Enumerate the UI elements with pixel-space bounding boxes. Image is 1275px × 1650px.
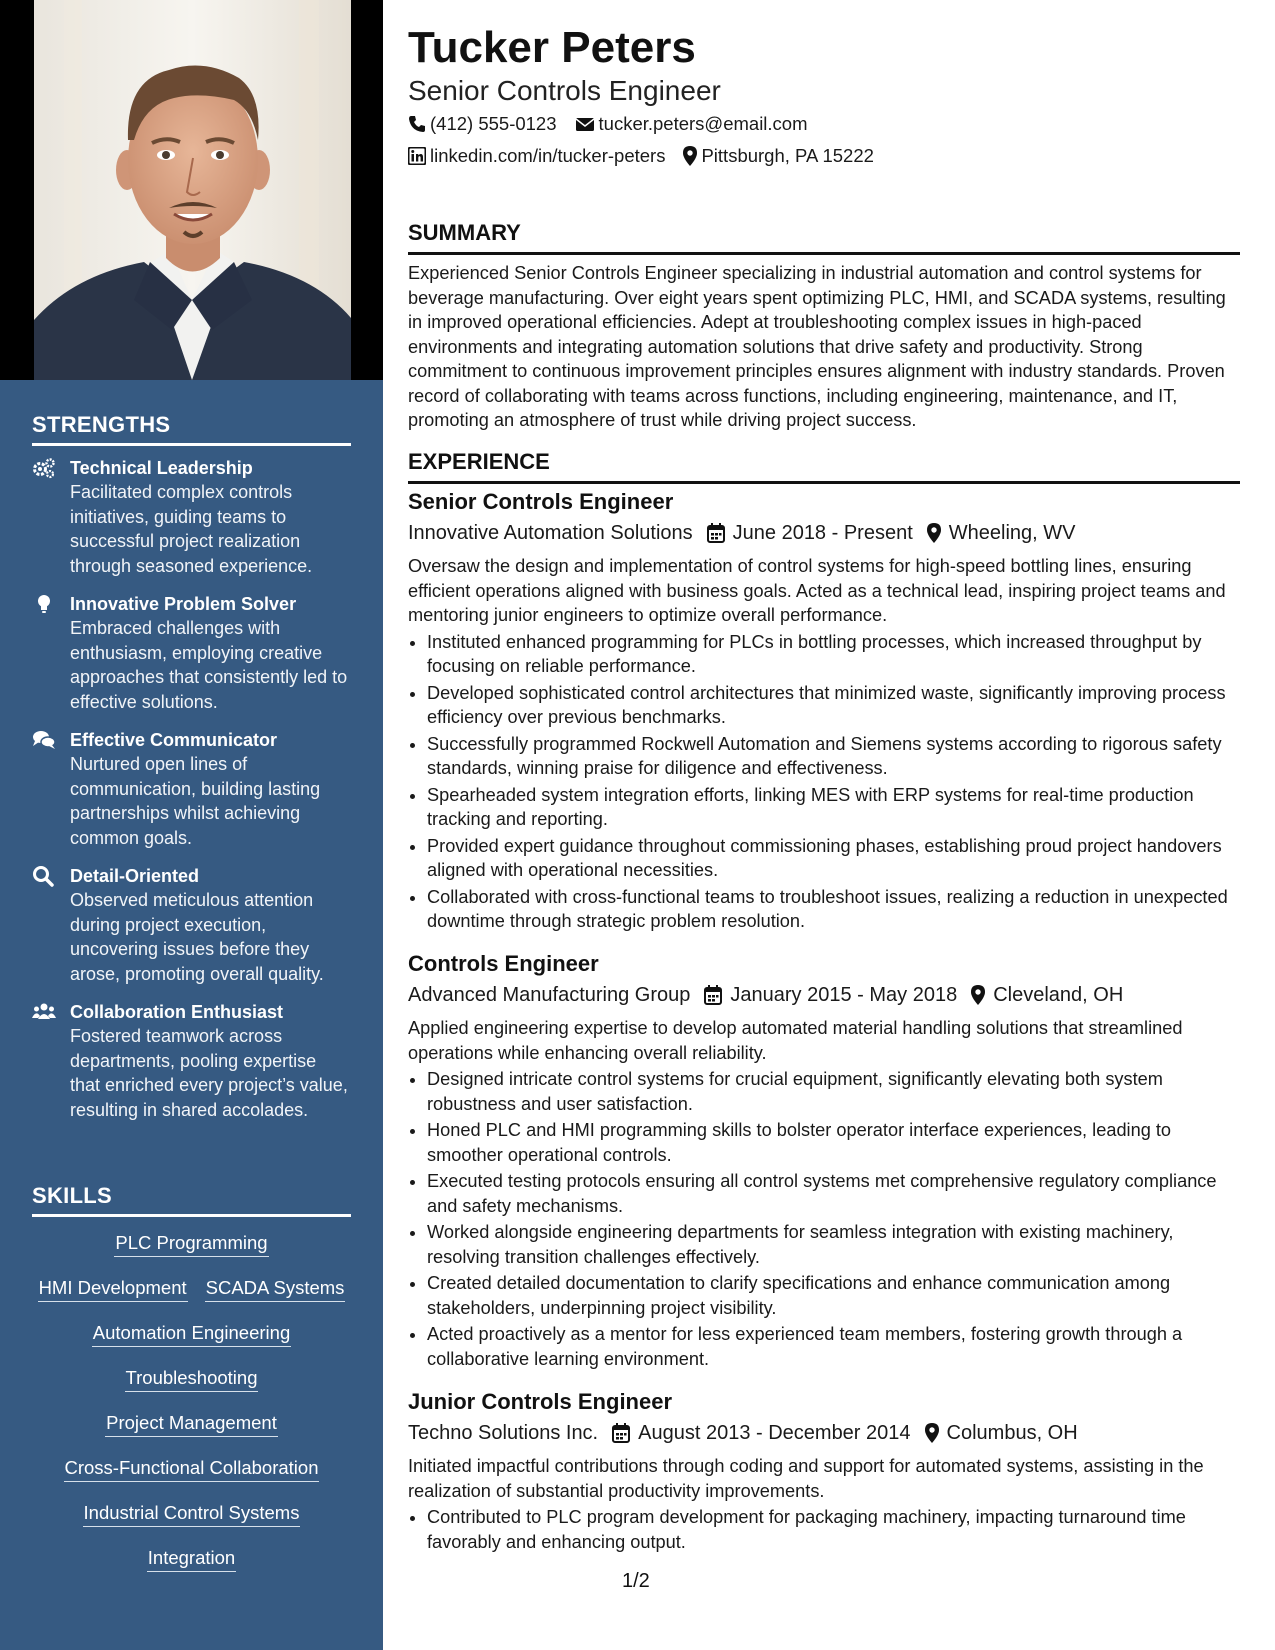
job-bullet: • Created detailed documentation to clarify specifications and enhance communication among stakeholders, underpinning project visibility. bbox=[427, 1271, 1240, 1320]
strength-item bbox=[32, 728, 351, 850]
job-role: Junior Controls Engineer bbox=[408, 1389, 673, 1414]
job-dates: June 2018 - Present bbox=[732, 522, 913, 544]
contact-line-2 bbox=[408, 145, 892, 167]
phone-contact[interactable] bbox=[408, 113, 557, 135]
photo-frame bbox=[0, 0, 383, 380]
skill-tag: HMI Development bbox=[38, 1276, 188, 1302]
email-contact[interactable] bbox=[575, 113, 808, 135]
linkedin-contact[interactable] bbox=[408, 145, 665, 167]
job-bullet: • Successfully programmed Rockwell Automation and Siemens systems according to rigorous safety standards, winning praise for diligence and effectiveness. bbox=[427, 732, 1240, 781]
sidebar bbox=[0, 0, 383, 1650]
job-bullet: • Worked alongside engineering departments for seamless integration with existing machinery, resolving transition challenges effectively. bbox=[427, 1220, 1240, 1269]
job-bullet: • Designed intricate control systems for crucial equipment, significantly elevating both system robustness and user satisfaction. bbox=[427, 1067, 1240, 1116]
job-entry bbox=[408, 950, 1240, 1371]
job-entry bbox=[408, 1388, 1240, 1554]
job-meta bbox=[408, 981, 1240, 1009]
map-pin-icon bbox=[925, 1423, 939, 1443]
page-number: 1/2 bbox=[622, 1570, 650, 1592]
job-bullet: • Contributed to PLC program development for packaging machinery, impacting turnaround time favorably and enhancing output. bbox=[427, 1505, 1240, 1554]
strength-title: Detail-Oriented bbox=[70, 866, 200, 886]
job-bullet: • Provided expert guidance throughout commissioning phases, establishing proud project handovers aligned with operational necessities. bbox=[427, 834, 1240, 883]
job-location: Cleveland, OH bbox=[993, 984, 1124, 1006]
job-bullets bbox=[408, 630, 1240, 934]
summary-heading: SUMMARY bbox=[408, 220, 1240, 255]
experience-heading: EXPERIENCE bbox=[408, 449, 1240, 484]
strengths-heading: STRENGTHS bbox=[32, 412, 351, 446]
job-bullet: • Executed testing protocols ensuring all control systems met comprehensive regulatory compliance and safety mechanisms. bbox=[427, 1169, 1240, 1218]
strength-item bbox=[32, 456, 351, 578]
profile-photo bbox=[34, 0, 351, 380]
job-bullet: • Developed sophisticated control architectures that minimized waste, significantly improving process efficiency over previous benchmarks. bbox=[427, 681, 1240, 730]
strength-desc: Fostered teamwork across departments, pooling expertise that enriched every project’s value, resulting in shared accolades. bbox=[70, 1026, 348, 1120]
job-bullets bbox=[408, 1505, 1240, 1554]
job-meta bbox=[408, 1419, 1240, 1447]
job-dates: January 2015 - May 2018 bbox=[730, 984, 958, 1006]
candidate-title: Senior Controls Engineer bbox=[408, 75, 721, 106]
envelope-icon bbox=[575, 116, 595, 132]
strength-desc: Observed meticulous attention during project execution, uncovering issues before they arose, promoting overall quality. bbox=[70, 890, 324, 984]
map-pin-icon bbox=[683, 146, 697, 166]
skills-section bbox=[32, 1183, 351, 1591]
job-company: Innovative Automation Solutions bbox=[408, 522, 693, 544]
gears-icon bbox=[32, 457, 56, 479]
job-bullet: • Spearheaded system integration efforts, linking MES with ERP systems for real-time production tracking and reporting. bbox=[427, 783, 1240, 832]
job-bullets bbox=[408, 1067, 1240, 1371]
skills-list bbox=[32, 1231, 351, 1572]
linkedin-text: linkedin.com/in/tucker-peters bbox=[430, 145, 666, 166]
magnifier-icon bbox=[32, 865, 56, 887]
people-group-icon bbox=[32, 1001, 56, 1023]
skills-heading: SKILLS bbox=[32, 1183, 351, 1217]
calendar-icon bbox=[707, 523, 725, 543]
map-pin-icon bbox=[927, 523, 941, 543]
job-dates: August 2013 - December 2014 bbox=[638, 1422, 911, 1444]
job-description: Oversaw the design and implementation of control systems for high-speed bottling lines, ensuring efficient operations aligned with business goals. Acted as a technical lead, inspiring project teams and mentoring junior engineers to optimize overall performance. bbox=[408, 556, 1226, 625]
strength-item bbox=[32, 592, 351, 714]
skill-tag: Automation Engineering bbox=[92, 1321, 291, 1347]
job-description: Applied engineering expertise to develop automated material handling solutions that streamlined operations while enhancing overall reliability. bbox=[408, 1018, 1183, 1063]
location-text: Pittsburgh, PA 15222 bbox=[701, 145, 874, 166]
email-text: tucker.peters@email.com bbox=[598, 113, 808, 134]
strength-desc: Embraced challenges with enthusiasm, employing creative approaches that consistently led to effective solutions. bbox=[70, 618, 348, 712]
job-description: Initiated impactful contributions through coding and support for automated systems, assisting in the realization of substantial productivity improvements. bbox=[408, 1456, 1204, 1501]
location-contact bbox=[683, 145, 873, 167]
strength-item bbox=[32, 1000, 351, 1122]
job-location: Wheeling, WV bbox=[948, 522, 1076, 544]
phone-text: (412) 555-0123 bbox=[430, 113, 557, 134]
job-company: Advanced Manufacturing Group bbox=[408, 984, 691, 1006]
job-bullet: • Instituted enhanced programming for PLCs in bottling processes, which increased throughput by focusing on reliable performance. bbox=[427, 630, 1240, 679]
job-entry bbox=[408, 488, 1240, 934]
skill-tag: Cross-Functional Collaboration bbox=[64, 1456, 320, 1482]
strength-item bbox=[32, 864, 351, 986]
strength-desc: Facilitated complex controls initiatives, guiding teams to successful project realization through seasoned experience. bbox=[70, 482, 313, 576]
lightbulb-icon bbox=[32, 593, 56, 615]
skill-tag: Project Management bbox=[105, 1411, 278, 1437]
job-role: Senior Controls Engineer bbox=[408, 489, 674, 514]
job-bullet: • Acted proactively as a mentor for less experienced team members, fostering growth through a collaborative learning environment. bbox=[427, 1322, 1240, 1371]
job-bullet: • Honed PLC and HMI programming skills to bolster operator interface experiences, leading to smoother operational controls. bbox=[427, 1118, 1240, 1167]
skill-tag: Integration bbox=[147, 1546, 236, 1572]
strengths-section bbox=[32, 412, 351, 1122]
summary-text: Experienced Senior Controls Engineer specializing in industrial automation and control systems for beverage manufacturing. Over eight years spent optimizing PLC, HMI, and SCADA systems, resulting in improved operational efficiencies. Adept at troubleshooting complex issues in high-paced environments and integrating automation solutions that drive safety and productivity. Strong commitment to continuous improvement principles ensures alignment with industry standards. Proven record of collaborating with teams across functions, including engineering, maintenance, and IT, promoting an atmosphere of trust while driving project success. bbox=[408, 263, 1226, 430]
calendar-icon bbox=[612, 1423, 630, 1443]
job-meta bbox=[408, 519, 1240, 547]
phone-icon bbox=[408, 115, 426, 133]
skill-tag: SCADA Systems bbox=[205, 1276, 346, 1302]
calendar-icon bbox=[704, 985, 722, 1005]
skill-tag: PLC Programming bbox=[114, 1231, 268, 1257]
job-bullet: • Collaborated with cross-functional teams to troubleshoot issues, realizing a reduction in unexpected downtime through strategic problem resolution. bbox=[427, 885, 1240, 934]
job-company: Techno Solutions Inc. bbox=[408, 1422, 599, 1444]
strength-desc: Nurtured open lines of communication, building lasting partnerships whilst achieving common goals. bbox=[70, 754, 321, 848]
strength-title: Innovative Problem Solver bbox=[70, 594, 297, 614]
skill-tag: Industrial Control Systems bbox=[83, 1501, 301, 1527]
job-role: Controls Engineer bbox=[408, 951, 599, 976]
candidate-name: Tucker Peters bbox=[408, 23, 696, 72]
contact-line-1 bbox=[408, 113, 826, 135]
linkedin-icon bbox=[408, 147, 426, 165]
strength-title: Technical Leadership bbox=[70, 458, 253, 478]
job-location: Columbus, OH bbox=[946, 1422, 1078, 1444]
strength-title: Collaboration Enthusiast bbox=[70, 1002, 284, 1022]
chat-bubbles-icon bbox=[32, 729, 56, 751]
skill-tag: Troubleshooting bbox=[125, 1366, 259, 1392]
strength-title: Effective Communicator bbox=[70, 730, 278, 750]
map-pin-icon bbox=[971, 985, 985, 1005]
